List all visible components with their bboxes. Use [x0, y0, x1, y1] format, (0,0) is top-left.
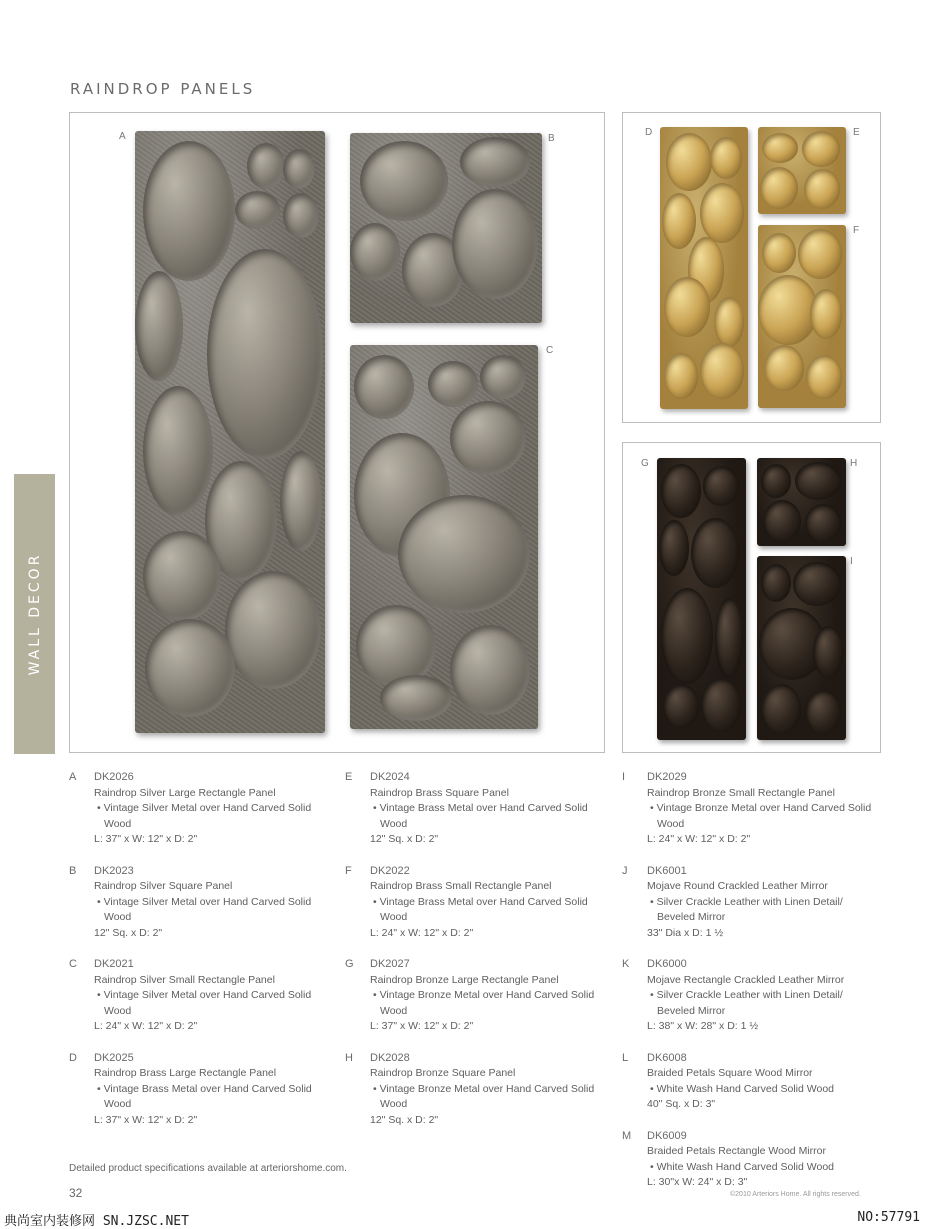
watermark-number: NO:57791 — [857, 1210, 920, 1225]
item-material: • Vintage Silver Metal over Hand Carved Solid Wood — [94, 801, 329, 832]
item-dimensions: L: 38" x W: 28" x D: 1 ½ — [647, 1020, 759, 1032]
item-letter: D — [69, 1051, 77, 1064]
item-sku: DK6009 — [647, 1129, 687, 1142]
item-sku: DK2021 — [94, 958, 134, 970]
item-name: Raindrop Bronze Square Panel — [370, 1067, 516, 1079]
item-name: Raindrop Brass Small Rectangle Panel — [370, 880, 552, 892]
item-dimensions: L: 30"x W: 24" x D: 3" — [647, 1176, 748, 1188]
item-dimensions: L: 37" x W: 12" x D: 2" — [94, 1113, 198, 1126]
item-material: • Vintage Bronze Metal over Hand Carved Solid Wood — [370, 1082, 605, 1113]
item-dimensions: L: 37" x W: 12" x D: 2" — [94, 833, 198, 845]
product-item — [69, 770, 329, 848]
item-letter: F — [345, 864, 352, 877]
item-name: Raindrop Bronze Small Rectangle Panel — [647, 786, 835, 799]
item-material: • White Wash Hand Carved Solid Wood — [647, 1082, 882, 1098]
product-item — [622, 1129, 882, 1191]
item-letter: H — [345, 1051, 353, 1064]
item-letter: A — [69, 771, 77, 783]
item-sku: DK2022 — [370, 864, 410, 877]
item-material: • Vintage Bronze Metal over Hand Carved Solid Wood — [647, 801, 882, 832]
item-name: Mojave Rectangle Crackled Leather Mirror — [647, 973, 845, 986]
brass-panels-frame — [622, 112, 881, 423]
item-letter: K — [622, 958, 630, 970]
item-dimensions: 12" Sq. x D: 2" — [370, 833, 439, 845]
item-sku: DK2026 — [94, 771, 134, 783]
page-title: RAINDROP PANELS — [70, 80, 256, 98]
item-name: Braided Petals Rectangle Wood Mirror — [647, 1145, 826, 1157]
panel-c-label: C — [546, 345, 554, 356]
product-item — [345, 1051, 605, 1129]
panel-d-image — [660, 127, 748, 409]
panel-a-image — [135, 131, 325, 733]
product-column-2 — [345, 770, 605, 1144]
item-dimensions: L: 24" x W: 12" x D: 2" — [647, 833, 751, 845]
product-item — [69, 864, 329, 942]
panel-i-image — [757, 556, 846, 740]
watermark-site: 典尚室内装修网 SN.JZSC.NET — [4, 1214, 189, 1229]
item-dimensions: 33" Dia x D: 1 ½ — [647, 926, 724, 939]
item-material: • Vintage Brass Metal over Hand Carved Solid Wood — [370, 895, 605, 926]
website-footnote: Detailed product specifications available at arteriorshome.com. — [69, 1163, 347, 1174]
item-material: • Vintage Brass Metal over Hand Carved Solid Wood — [94, 1082, 329, 1113]
item-material: • White Wash Hand Carved Solid Wood — [647, 1160, 882, 1176]
item-sku: DK2024 — [370, 771, 410, 783]
panel-i-label: I — [850, 556, 853, 567]
product-item — [345, 864, 605, 942]
item-sku: DK6008 — [647, 1051, 687, 1064]
panel-h-label: H — [850, 458, 858, 469]
silver-panels-frame — [69, 112, 605, 753]
item-material: • Silver Crackle Leather with Linen Detail/ Beveled Mirror — [647, 988, 882, 1019]
item-name: Raindrop Silver Large Rectangle Panel — [94, 786, 276, 799]
item-name: Mojave Round Crackled Leather Mirror — [647, 880, 828, 892]
panel-a-label: A — [119, 131, 126, 142]
item-sku: DK2028 — [370, 1051, 410, 1064]
item-sku: DK2025 — [94, 1051, 134, 1064]
product-item — [69, 1051, 329, 1129]
product-column-3 — [622, 770, 882, 1207]
panel-h-image — [757, 458, 846, 546]
panel-g-label: G — [641, 458, 649, 469]
side-tab-label: WALL DECOR — [26, 552, 43, 676]
item-dimensions: 12" Sq. x D: 2" — [370, 1113, 439, 1126]
item-letter: C — [69, 958, 77, 970]
product-item — [69, 957, 329, 1035]
item-material: • Vintage Bronze Metal over Hand Carved Solid Wood — [370, 988, 605, 1019]
product-item — [345, 770, 605, 848]
item-material: • Vintage Brass Metal over Hand Carved Solid Wood — [370, 801, 605, 832]
page-number: 32 — [69, 1186, 83, 1200]
watermark-bar — [0, 1207, 950, 1229]
item-name: Raindrop Silver Small Rectangle Panel — [94, 973, 275, 986]
product-column-1 — [69, 770, 329, 1144]
item-name: Braided Petals Square Wood Mirror — [647, 1067, 813, 1079]
panel-g-image — [657, 458, 746, 740]
item-dimensions: 40" Sq. x D: 3" — [647, 1098, 716, 1110]
item-dimensions: L: 37" x W: 12" x D: 2" — [370, 1020, 474, 1032]
item-letter: G — [345, 958, 354, 970]
item-letter: J — [622, 864, 628, 877]
item-material: • Vintage Silver Metal over Hand Carved Solid Wood — [94, 895, 329, 926]
item-letter: E — [345, 771, 353, 783]
panel-d-label: D — [645, 127, 653, 138]
panel-f-label: F — [853, 225, 860, 236]
panel-e-label: E — [853, 127, 860, 138]
product-item — [345, 957, 605, 1035]
product-item — [622, 864, 882, 942]
item-name: Raindrop Brass Square Panel — [370, 786, 509, 799]
panel-b-label: B — [548, 133, 555, 144]
item-material: • Vintage Silver Metal over Hand Carved Solid Wood — [94, 988, 329, 1019]
product-item — [622, 770, 882, 848]
item-sku: DK2029 — [647, 771, 687, 783]
item-name: Raindrop Brass Large Rectangle Panel — [94, 1067, 277, 1079]
item-dimensions: L: 24" x W: 12" x D: 2" — [370, 926, 474, 939]
item-sku: DK2027 — [370, 958, 410, 970]
item-dimensions: 12" Sq. x D: 2" — [94, 926, 163, 939]
item-letter: M — [622, 1129, 632, 1142]
item-dimensions: L: 24" x W: 12" x D: 2" — [94, 1020, 198, 1032]
panel-f-image — [758, 225, 846, 408]
panel-e-image — [758, 127, 846, 214]
item-sku: DK2023 — [94, 864, 134, 877]
product-item — [622, 957, 882, 1035]
item-letter: B — [69, 864, 77, 877]
copyright-notice: ©2010 Arteriors Home. All rights reserved. — [730, 1191, 861, 1198]
item-sku: DK6000 — [647, 958, 687, 970]
item-sku: DK6001 — [647, 864, 687, 877]
item-name: Raindrop Silver Square Panel — [94, 880, 233, 892]
panel-c-image — [350, 345, 538, 729]
item-material: • Silver Crackle Leather with Linen Detail/ Beveled Mirror — [647, 895, 882, 926]
item-letter: L — [622, 1051, 629, 1064]
section-side-tab — [14, 474, 55, 754]
panel-b-image — [350, 133, 542, 323]
item-letter: I — [622, 771, 626, 783]
product-item — [622, 1051, 882, 1113]
bronze-panels-frame — [622, 442, 881, 753]
item-name: Raindrop Bronze Large Rectangle Panel — [370, 973, 559, 986]
